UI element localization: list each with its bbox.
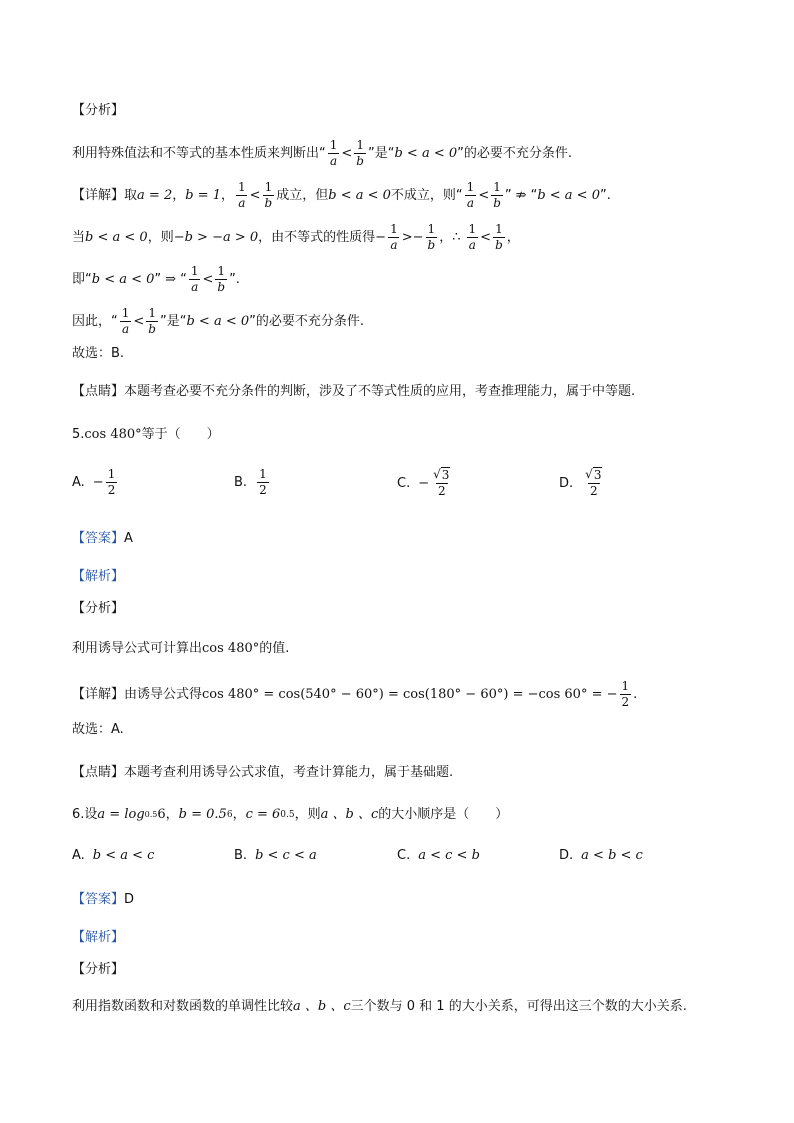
q6-option-b[interactable]: [234, 848, 317, 863]
text-segment: ，则: [147, 229, 174, 245]
q6-option-a[interactable]: [72, 848, 154, 863]
fraction-sqrt3-over-2: √ 3 2: [433, 467, 450, 498]
question-5: [72, 425, 220, 445]
exponent: 6: [226, 810, 233, 820]
q6-analysis-text: [72, 997, 687, 1017]
q5-analysis-text: [72, 639, 289, 659]
text-segment: “: [530, 187, 538, 203]
detail-line-3: [72, 264, 240, 295]
detail-heading: 【详解】: [72, 187, 125, 203]
answer-heading: 【答案】: [72, 531, 125, 546]
fraction-1-over-b: $\frac{1}{b}$: [495, 222, 503, 252]
text-segment: 由诱导公式得: [124, 686, 203, 702]
choose-answer-1: [72, 344, 124, 364]
option-label: B.: [234, 475, 248, 490]
fraction-1-over-b: $\frac{1}{b}$: [493, 180, 501, 210]
text-segment: ，: [439, 229, 453, 245]
math-expr: cos 480°: [202, 641, 260, 656]
condition-expr: b < a < 0: [537, 187, 600, 203]
not-implies-symbol: ⇏: [515, 187, 527, 203]
q5-option-b[interactable]: [234, 467, 271, 498]
text-segment: ”是“: [159, 313, 187, 329]
fraction-1-over-b: $\frac{1}{b}$: [427, 222, 436, 252]
option-text: b < c < a: [255, 848, 317, 863]
text-segment: ”的必要不充分条件.: [249, 313, 365, 329]
math-expr: b = 0.5: [178, 807, 227, 822]
therefore-symbol: ∴: [452, 229, 461, 245]
lt-sign: <: [341, 145, 353, 161]
option-label: D.: [559, 475, 574, 491]
minus-sign: −: [418, 475, 430, 491]
lt-sign: <: [478, 187, 490, 203]
detail-heading: 【详解】: [72, 686, 125, 702]
text-segment: ，: [232, 807, 246, 822]
answer-value: A: [124, 531, 133, 546]
math-expr: b = 1: [185, 187, 221, 203]
fraction-1-over-b: $\frac{1}{b}$: [264, 180, 273, 210]
solution-heading: 【解析】: [72, 569, 125, 584]
fraction-1-over-2: $\frac{1}{2}$: [107, 467, 116, 497]
text-segment: .: [633, 686, 638, 702]
option-label: C.: [397, 475, 411, 491]
fraction-1-over-2: $\frac{1}{2}$: [259, 467, 267, 497]
comment-heading: 【点睛】: [72, 384, 125, 399]
condition-expr: b < a < 0: [186, 313, 250, 329]
text-segment: ”: [154, 271, 162, 287]
fraction-sqrt3-over-2: √ 3 2: [585, 467, 602, 498]
gt-sign: >: [401, 229, 413, 245]
minus-sign: −: [375, 229, 387, 245]
implies-symbol: ⇒: [165, 271, 177, 287]
analysis-heading: 【分析】: [72, 962, 125, 977]
math-expr: −b > −a > 0: [173, 229, 259, 245]
option-label: A.: [72, 475, 85, 490]
solution-heading: 【解析】: [72, 930, 125, 945]
condition-expr: b < a < 0: [85, 229, 148, 245]
detail-line-2: [72, 222, 520, 253]
text-segment: ，: [172, 187, 186, 203]
q5-option-c[interactable]: [397, 467, 454, 499]
comment-text: 本题考查利用诱导公式求值，考查计算能力，属于基础题.: [124, 765, 454, 780]
text-segment: ”: [504, 187, 512, 203]
math-expr: 6: [157, 807, 166, 822]
question-number: 6.: [72, 807, 85, 822]
comment-1: [72, 382, 635, 402]
text-segment: ”是“: [367, 145, 395, 161]
q5-solution-heading: [72, 567, 124, 587]
math-expr: a 、b 、c: [293, 999, 351, 1014]
minus-sign: −: [92, 475, 104, 490]
text-segment: 三个数与 0 和 1 的大小关系，可得出这三个数的大小关系.: [350, 999, 687, 1014]
q6-option-d[interactable]: [559, 848, 643, 863]
text-segment: ，则: [294, 807, 321, 822]
detail-line-1: [72, 180, 611, 211]
q6-analysis-heading: [72, 960, 124, 980]
text-segment: 故选：A.: [72, 722, 124, 737]
text-segment: 设: [84, 807, 98, 822]
fraction-1-over-b: $\frac{1}{b}$: [356, 138, 364, 168]
text-segment: ”.: [599, 187, 611, 203]
text-segment: ，: [220, 187, 234, 203]
option-label: D.: [559, 848, 574, 863]
q5-analysis-heading: [72, 599, 124, 619]
math-expr: cos 480°: [84, 427, 142, 442]
answer-value: D: [124, 892, 135, 907]
math-expr: c = 6: [245, 807, 281, 822]
text-segment: 利用诱导公式可计算出: [72, 641, 203, 656]
option-label: C.: [397, 848, 411, 863]
option-label: B.: [234, 848, 248, 863]
fraction-1-over-b: $\frac{1}{b}$: [148, 306, 156, 336]
fraction-1-over-a: $\frac{1}{a}$: [466, 180, 475, 210]
text-segment: ，由不等式的性质得: [258, 229, 376, 245]
q6-answer: [72, 890, 134, 910]
option-text: a < b < c: [581, 848, 643, 863]
detail-line-4: [72, 306, 364, 337]
option-label: A.: [72, 848, 85, 863]
lt-sign: <: [249, 187, 261, 203]
math-expr: cos 480° = cos(540° − 60°) = cos(180° − 60°) = −cos 60° = −: [202, 686, 618, 702]
q5-option-d[interactable]: [559, 467, 606, 499]
q5-comment: [72, 763, 453, 783]
text-segment: 故选：B.: [72, 346, 125, 361]
option-text: b < a < c: [92, 848, 155, 863]
question-number: 5.: [72, 427, 85, 442]
q6-option-c[interactable]: [397, 848, 480, 863]
fraction-1-over-a: $\frac{1}{a}$: [468, 222, 477, 252]
text-segment: ，: [506, 229, 520, 245]
fraction-1-over-a: $\frac{1}{a}$: [390, 222, 398, 252]
fraction-1-over-a: $\frac{1}{a}$: [238, 180, 246, 210]
text-segment: 的值.: [259, 641, 290, 656]
fraction-1-over-b: $\frac{1}{b}$: [217, 264, 226, 294]
math-expr: a 、b 、c: [320, 807, 379, 822]
fraction-1-over-a: $\frac{1}{a}$: [190, 264, 199, 294]
math-expr: a = 2: [137, 187, 173, 203]
text-segment: 即“: [72, 271, 92, 287]
fraction-1-over-a: $\frac{1}{a}$: [329, 138, 338, 168]
condition-expr: b < a < 0: [91, 271, 155, 287]
q5-detail: [72, 679, 637, 710]
q5-choose: [72, 720, 124, 740]
answer-heading: 【答案】: [72, 892, 125, 907]
log-base: 0.5: [144, 810, 158, 819]
comment-text: 本题考查必要不充分条件的判断，涉及了不等式性质的应用，考查推理能力，属于中等题.: [124, 384, 636, 399]
exponent: 0.5: [280, 810, 295, 820]
fraction-1-over-a: $\frac{1}{a}$: [121, 306, 130, 336]
analysis-heading: [72, 101, 124, 121]
lt-sign: <: [202, 271, 214, 287]
q6-solution-heading: [72, 928, 124, 948]
minus-sign: −: [412, 229, 424, 245]
text-segment: 取: [124, 187, 138, 203]
text-segment: ，: [165, 807, 179, 822]
text-segment: “: [180, 271, 187, 287]
analysis-line: [72, 138, 572, 169]
option-text: a < c < b: [418, 848, 480, 863]
heading-text: 【分析】: [72, 103, 125, 118]
lt-sign: <: [133, 313, 145, 329]
condition-expr: b < a < 0: [328, 187, 391, 203]
text-segment: ”的必要不充分条件.: [457, 145, 573, 161]
text-segment: ”.: [229, 271, 240, 287]
question-6: [72, 805, 508, 825]
math-expr: a = log: [97, 807, 145, 822]
text-segment: 利用指数函数和对数函数的单调性比较: [72, 999, 294, 1014]
analysis-heading: 【分析】: [72, 601, 125, 616]
q5-option-a[interactable]: [72, 467, 119, 498]
comment-heading: 【点睛】: [72, 765, 125, 780]
q5-answer: [72, 529, 133, 549]
lt-sign: <: [480, 229, 492, 245]
text-segment: 当: [72, 229, 86, 245]
text-segment: 利用特殊值法和不等式的基本性质来判断出“: [72, 145, 326, 161]
question-text: 等于（ ）: [141, 427, 220, 442]
text-segment: 不成立，则“: [390, 187, 463, 203]
question-text: 的大小顺序是（ ）: [378, 807, 509, 822]
condition-expr: b < a < 0: [394, 145, 458, 161]
text-segment: 因此，“: [72, 313, 118, 329]
fraction-1-over-2: $\frac{1}{2}$: [621, 679, 630, 709]
text-segment: 成立，但: [276, 187, 329, 203]
